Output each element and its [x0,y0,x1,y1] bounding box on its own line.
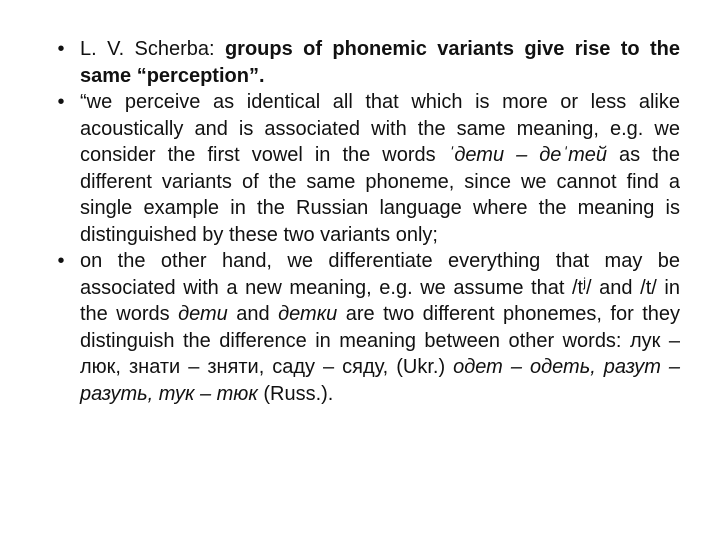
bullet-item-2 [54,89,680,248]
bullet-text-plain: on the other hand, we differentiate everything that may be associated with a new meaning, e.g. we assume that /t [80,250,680,299]
bullet-text-plain: / and /t/ in the words [80,276,680,325]
bullet-text-plain: and [227,303,279,325]
bullet-text-italic: одет – одеть, разут – разуть, тук – тюк [80,356,680,405]
bullet-text-superscript: j [583,274,587,290]
bullet-icon: • [57,250,65,272]
bullet-list [54,36,680,407]
bullet-item-1 [54,36,680,89]
bullet-text-plain: are two different phonemes, for they distinguish the difference in meaning between other words: лук – люк, знати – зняти, саду – сяду, (Ukr.) [80,303,681,378]
bullet-icon: • [57,91,65,113]
bullet-item-3 [54,248,680,407]
bullet-text-plain: “we perceive as identical all that which is more or less alike acoustically and is associated with the same meaning, e.g. we consider the first vowel in the words [80,91,680,166]
bullet-text-plain: L. V. Scherba: [80,38,225,60]
bullet-icon: • [57,38,65,60]
bullet-text-plain: (Russ.). [257,382,334,405]
bullet-text-bold: groups of phonemic variants give rise to the same “perception”. [80,38,680,87]
slide-content [54,36,680,407]
bullet-text-plain: as the different variants of the same phoneme, since we cannot find a single example in the Russian language where the meaning is distinguished by these two variants only; [80,144,680,246]
bullet-text-italic: дети [178,303,228,325]
bullet-text-italic: детки [278,303,338,325]
bullet-text-italic: ˈдети – деˈтей [447,144,607,166]
